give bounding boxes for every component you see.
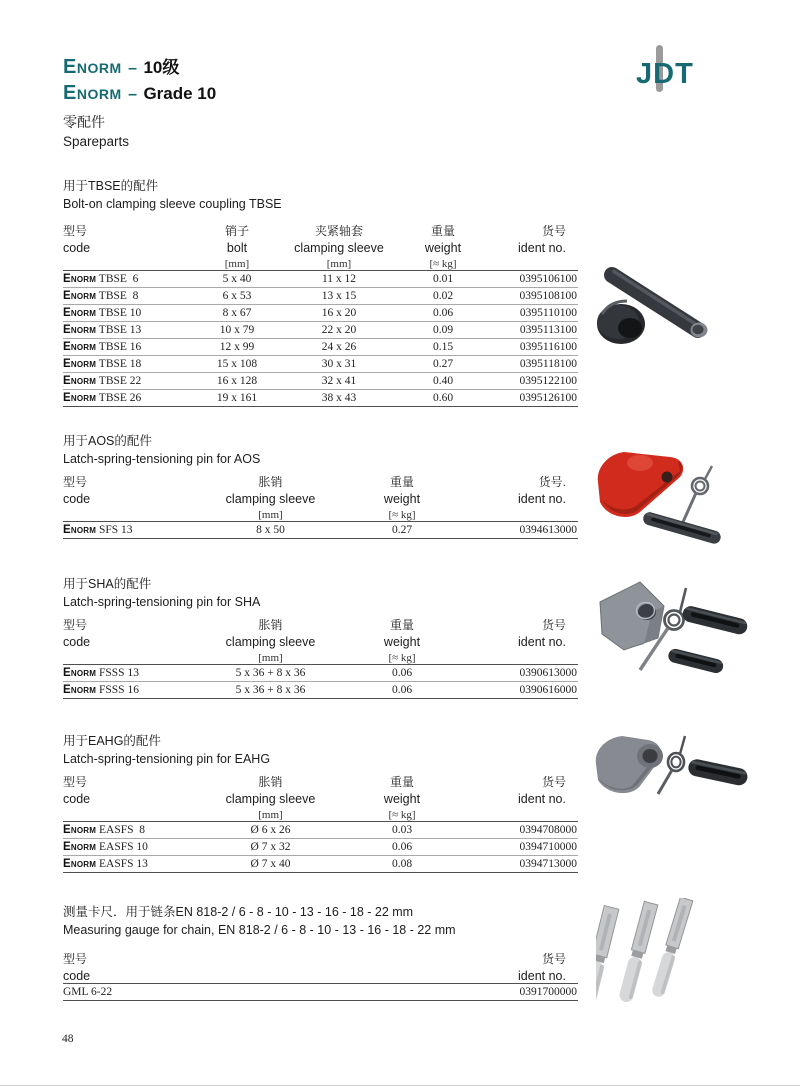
table-header-units [63,255,578,271]
cell-bolt: 15 x 108 [191,356,283,373]
section-title-zh: 用于TBSE的配件 [63,179,159,193]
cell-weight: 0.08 [338,856,466,873]
section-title-en: Latch-spring-tensioning pin for EAHG [63,752,271,766]
col-code-en: code [63,635,91,649]
table-row [63,288,578,305]
cell-code [63,322,191,339]
code-text: TBSE 8 [98,290,139,302]
cell-code [63,373,191,390]
brand-mark: Enorm [63,307,97,319]
col-ident-zh: 货号 [541,952,566,966]
brand-mark: Enorm [63,324,97,336]
cell-bolt: 6 x 53 [191,288,283,305]
code-text: TBSE 13 [98,324,142,336]
title-line-zh [63,55,216,81]
section-title-en: Latch-spring-tensioning pin for SHA [63,595,261,609]
grade-label-en: Grade 10 [143,84,217,103]
section-tbse-title [63,177,583,213]
col-bolt-en: bolt [226,241,248,255]
cell-code [63,339,191,356]
unit-weight: [≈ kg] [395,255,491,271]
table-row [63,682,578,699]
brand-mark: Enorm [63,524,97,536]
brand-wordmark: Enorm [63,56,122,78]
cell-sleeve: 5 x 36 + 8 x 36 [203,665,338,682]
brand-mark: Enorm [63,273,97,285]
table-row [63,390,578,407]
brand-mark: Enorm [63,667,97,679]
cell-ident: 0394713000 [466,856,578,873]
code-text: FSSS 16 [99,684,139,696]
table-row [63,839,578,856]
table-header-en [63,633,578,649]
table-row [63,522,578,539]
col-weight-zh: 重量 [389,475,414,489]
code-text: FSSS 13 [99,667,139,679]
section-title-en: Measuring gauge for chain, EN 818-2 / 6 - 8 - 10 - 13 - 16 - 18 - 22 mm [63,923,456,937]
table-header-zh [63,222,578,239]
cell-code [63,665,203,682]
col-ident-zh: 货号 [541,618,566,632]
table-row [63,822,578,839]
table-header-en [63,790,578,806]
cell-weight: 0.27 [338,522,466,539]
table-header-units [63,806,578,822]
product-photo-sha-latch-spring-pins [584,572,749,684]
cell-weight: 0.06 [338,682,466,699]
cell-weight: 0.06 [395,305,491,322]
cell-code [63,305,191,322]
col-weight-zh: 重量 [389,775,414,789]
section-sha-title [63,575,583,611]
subtitle-en: Spareparts [63,134,130,149]
cell-weight: 0.03 [338,822,466,839]
cell-ident: 0395116100 [491,339,578,356]
col-weight-en: weight [383,635,421,649]
cell-weight: 0.06 [338,839,466,856]
table-row [63,373,578,390]
cell-code [63,682,203,699]
cell-sleeve: Ø 7 x 32 [203,839,338,856]
sha-table [63,616,578,699]
brand-mark: Enorm [63,392,97,404]
col-code-zh: 型号 [63,775,88,789]
unit-bolt: [mm] [191,255,283,271]
brand-mark: Enorm [63,375,97,387]
unit-sleeve: [mm] [283,255,395,271]
col-weight-zh: 重量 [430,224,455,238]
table-header-zh [63,473,578,490]
cell-code [63,271,191,288]
eahg-table [63,773,578,873]
product-photo-eahg-latch-spring-pin [584,724,749,809]
col-ident-en: ident no. [518,492,566,506]
dash: – [128,86,137,103]
col-ident-zh: 货号 [541,775,566,789]
gauge-table [63,950,578,1001]
table-row [63,322,578,339]
cell-ident: 0390616000 [466,682,578,699]
col-code-zh: 型号 [63,952,88,966]
section-title-en: Latch-spring-tensioning pin for AOS [63,452,261,466]
cell-bolt: 5 x 40 [191,271,283,288]
table-header-units [63,506,578,522]
section-title-en: Bolt-on clamping sleeve coupling TBSE [63,197,282,211]
brand-mark: Enorm [63,858,97,870]
cell-code [63,356,191,373]
cell-weight: 0.27 [395,356,491,373]
col-code-en: code [63,241,91,255]
section-gauge-title [63,903,623,939]
code-text: EASFS 8 [99,824,146,836]
col-code-zh: 型号 [63,224,88,238]
col-sleeve-zh: 胀销 [258,775,283,789]
col-sleeve-zh: 胀销 [258,475,283,489]
aos-table [63,473,578,539]
brand-mark: Enorm [63,684,97,696]
col-weight-en: weight [383,792,421,806]
unit-weight: [≈ kg] [338,506,466,522]
cell-ident: 0395122100 [491,373,578,390]
cell-ident: 0395126100 [491,390,578,407]
col-ident-zh: 货号 [541,224,566,238]
code-text: EASFS 10 [99,841,148,853]
cell-code [63,288,191,305]
code-text: TBSE 22 [98,375,142,387]
cell-bolt: 16 x 128 [191,373,283,390]
cell-bolt: 19 x 161 [191,390,283,407]
cell-weight: 0.15 [395,339,491,356]
cell-weight: 0.02 [395,288,491,305]
page-number: 48 [62,1033,74,1045]
col-code-zh: 型号 [63,475,88,489]
section-title-zh: 测量卡尺．用于链条EN 818-2 / 6 - 8 - 10 - 13 - 16 - 18 - 22 mm [63,905,414,919]
col-ident-en: ident no. [518,635,566,649]
unit-sleeve: [mm] [203,806,338,822]
col-weight-zh: 重量 [389,618,414,632]
code-text: TBSE 16 [98,341,142,353]
cell-bolt: 12 x 99 [191,339,283,356]
cell-ident: 0395110100 [491,305,578,322]
code-text: EASFS 13 [99,858,148,870]
code-text: TBSE 6 [98,273,139,285]
cell-sleeve: 11 x 12 [283,271,395,288]
tbse-table [63,222,578,407]
table-header-en [63,490,578,506]
section-title-zh: 用于SHA的配件 [63,577,152,591]
brand-mark: Enorm [63,341,97,353]
cell-ident: 0394710000 [466,839,578,856]
page-title [63,55,216,107]
col-weight-en: weight [383,492,421,506]
col-sleeve-en: clamping sleeve [294,241,384,255]
code-text: GML 6-22 [63,986,113,998]
col-sleeve-en: clamping sleeve [225,635,316,649]
cell-code [63,984,363,1001]
col-code-en: code [63,967,363,984]
table-row [63,984,578,1001]
col-sleeve-zh: 夹紧轴套 [314,224,363,238]
cell-sleeve: 32 x 41 [283,373,395,390]
code-text: TBSE 10 [98,307,142,319]
table-header-zh [63,950,578,967]
product-photo-tbse-bolt-and-sleeve [588,262,738,354]
dash: – [128,60,137,77]
table-header-zh [63,616,578,633]
table-row [63,305,578,322]
unit-weight: [≈ kg] [338,649,466,665]
code-text: SFS 13 [99,524,133,536]
code-text: TBSE 26 [98,392,142,404]
brand-wordmark: Enorm [63,82,122,104]
cell-sleeve: 30 x 31 [283,356,395,373]
cell-ident: 0395106100 [491,271,578,288]
table-header-en [63,967,578,984]
table-row [63,856,578,873]
cell-bolt: 8 x 67 [191,305,283,322]
cell-code [63,522,203,539]
cell-sleeve: 22 x 20 [283,322,395,339]
cell-ident: 0391700000 [363,984,578,1001]
cell-weight: 0.60 [395,390,491,407]
cell-code [63,390,191,407]
page-subtitle [63,112,129,152]
cell-weight: 0.09 [395,322,491,339]
col-sleeve-en: clamping sleeve [225,492,316,506]
product-photo-aos-latch-spring-pin [584,430,739,548]
section-aos-title [63,432,583,468]
table-header-en [63,239,578,255]
col-code-zh: 型号 [63,618,88,632]
cell-ident: 0390613000 [466,665,578,682]
grade-label-zh: 10级 [143,58,180,77]
col-sleeve-zh: 胀销 [258,618,283,632]
table-row [63,339,578,356]
table-row [63,665,578,682]
cell-sleeve: 16 x 20 [283,305,395,322]
col-bolt-zh: 销子 [224,224,249,238]
unit-sleeve: [mm] [203,649,338,665]
col-code-en: code [63,792,91,806]
col-ident-en: ident no. [518,792,566,806]
unit-weight: [≈ kg] [338,806,466,822]
cell-sleeve: 13 x 15 [283,288,395,305]
table-row [63,271,578,288]
cell-ident: 0395113100 [491,322,578,339]
col-sleeve-en: clamping sleeve [225,792,316,806]
cell-ident: 0394613000 [466,522,578,539]
cell-code [63,822,203,839]
cell-sleeve: 5 x 36 + 8 x 36 [203,682,338,699]
col-ident-zh: 货号. [538,475,566,489]
brand-mark: Enorm [63,358,97,370]
cell-sleeve: Ø 7 x 40 [203,856,338,873]
cell-code [63,856,203,873]
cell-weight: 0.01 [395,271,491,288]
cell-sleeve: Ø 6 x 26 [203,822,338,839]
cell-sleeve: 38 x 43 [283,390,395,407]
brand-mark: Enorm [63,841,97,853]
code-text: TBSE 18 [98,358,142,370]
product-photo-measuring-gauges [596,898,731,1013]
title-line-en [63,81,216,107]
table-row [63,356,578,373]
section-title-zh: 用于EAHG的配件 [63,734,161,748]
cell-weight: 0.06 [338,665,466,682]
table-header-zh [63,773,578,790]
col-ident-en: ident no. [518,241,566,255]
cell-weight: 0.40 [395,373,491,390]
section-title-zh: 用于AOS的配件 [63,434,152,448]
col-code-en: code [63,492,91,506]
unit-sleeve: [mm] [203,506,338,522]
jdt-logo [636,45,716,93]
cell-sleeve: 8 x 50 [203,522,338,539]
col-weight-en: weight [424,241,462,255]
col-ident-en: ident no. [363,967,578,984]
cell-sleeve: 24 x 26 [283,339,395,356]
section-eahg-title [63,732,583,768]
cell-ident: 0395108100 [491,288,578,305]
brand-mark: Enorm [63,290,97,302]
table-header-units [63,649,578,665]
cell-ident: 0395118100 [491,356,578,373]
logo-text: JDT [636,58,694,90]
cell-ident: 0394708000 [466,822,578,839]
cell-bolt: 10 x 79 [191,322,283,339]
brand-mark: Enorm [63,824,97,836]
cell-code [63,839,203,856]
subtitle-zh: 零配件 [63,114,105,130]
